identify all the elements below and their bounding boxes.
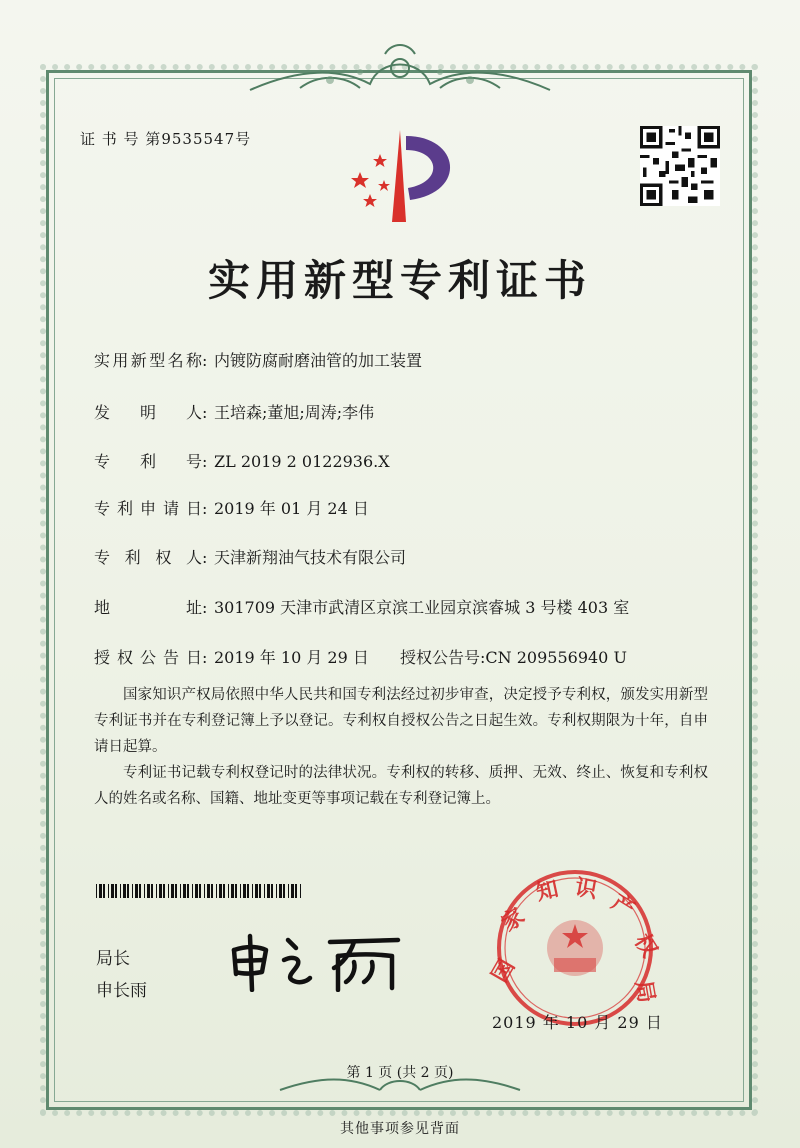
field-value: 内镀防腐耐磨油管的加工装置 xyxy=(214,351,423,370)
cnipa-logo-icon xyxy=(340,122,470,232)
field-label: 授权公告号 xyxy=(400,648,481,667)
svg-text:国: 国 xyxy=(486,954,520,987)
qr-code-icon xyxy=(640,126,720,206)
field-label: 专利申请日 xyxy=(94,499,202,518)
certificate-number xyxy=(80,128,251,149)
official-seal-icon xyxy=(470,866,680,1026)
certificate-number-label: 证 书 号 第 xyxy=(80,130,162,148)
field-label: 专 利 权 人 xyxy=(94,548,202,567)
field-patent-number: 专 利 号: ZL 2019 2 0122936.X xyxy=(94,449,390,472)
field-value: 2019 年 01 月 24 日 xyxy=(214,499,369,518)
legal-status-statement: 专利证书记载专利权登记时的法律状况。专利权的转移、质押、无效、终止、恢复和专利权人的姓名或名称、国籍、地址变更等事项记载在专利登记簿上。 xyxy=(94,765,708,807)
field-grant-number: 授权公告号:CN 209556940 U xyxy=(400,648,627,667)
director-title: 局长 xyxy=(96,949,130,969)
svg-text:局: 局 xyxy=(631,978,660,1005)
field-label: 授权公告日 xyxy=(94,648,202,667)
field-value: 王培森;董旭;周涛;李伟 xyxy=(214,403,375,422)
svg-text:权: 权 xyxy=(629,929,663,962)
field-label: 发 明 人 xyxy=(94,403,202,422)
field-patentee: 专 利 权 人: 天津新翔油气技术有限公司 xyxy=(94,545,406,568)
field-value: 2019 年 10 月 29 日 xyxy=(214,648,369,667)
svg-text:识: 识 xyxy=(573,874,600,903)
certificate-title: 实用新型专利证书 xyxy=(207,256,592,305)
certificate-number-value: 9535547 xyxy=(161,130,236,148)
field-address: 地 址: 301709 天津市武清区京滨工业园京滨睿城 3 号楼 403 室 xyxy=(94,595,629,618)
page-indicator: 第 1 页 (共 2 页) xyxy=(346,1065,454,1081)
field-value: ZL 2019 2 0122936.X xyxy=(214,452,390,471)
seal-date: 2019 年 10 月 29 日 xyxy=(492,1013,663,1032)
field-label: 专 利 号 xyxy=(94,452,202,471)
certificate-number-suffix: 号 xyxy=(235,130,252,148)
field-value: 天津新翔油气技术有限公司 xyxy=(214,548,407,567)
field-label: 地 址 xyxy=(94,598,202,617)
director-name: 申长雨 xyxy=(96,981,147,1001)
field-filing-date: 专利申请日: 2019 年 01 月 24 日 xyxy=(94,496,369,519)
grant-statement: 国家知识产权局依照中华人民共和国专利法经过初步审查，决定授予专利权，颁发实用新型专利证书并在专利登记簿上予以登记。专利权自授权公告之日起生效。专利权期限为十年，自申请日起算。 xyxy=(94,687,708,755)
field-grant-date: 授权公告日: 2019 年 10 月 29 日 xyxy=(94,645,369,668)
barcode-icon xyxy=(96,884,302,898)
svg-text:产: 产 xyxy=(607,889,640,922)
field-value: CN 209556940 U xyxy=(485,648,627,667)
field-label: 实用新型名称 xyxy=(94,351,202,370)
field-utility-model-name: 实用新型名称: 内镀防腐耐磨油管的加工装置 xyxy=(94,348,422,371)
back-side-note: 其他事项参见背面 xyxy=(340,1121,460,1137)
top-ornament-icon xyxy=(0,28,800,108)
director-signature-icon xyxy=(226,930,406,992)
svg-text:知: 知 xyxy=(533,875,561,905)
field-value: 301709 天津市武清区京滨工业园京滨睿城 3 号楼 403 室 xyxy=(214,598,630,617)
field-inventor: 发 明 人: 王培森;董旭;周涛;李伟 xyxy=(94,400,374,423)
svg-text:家: 家 xyxy=(496,902,529,937)
